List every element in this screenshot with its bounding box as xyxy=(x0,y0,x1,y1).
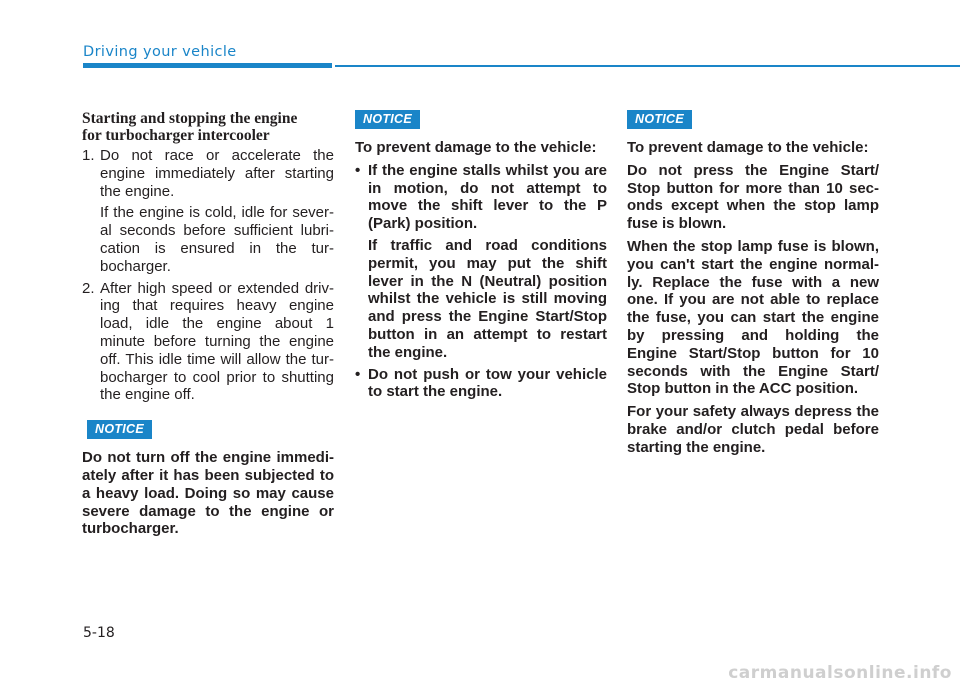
subsection-heading xyxy=(82,110,334,144)
bullet-paragraph: Do not push or tow your vehicle to start the engine. xyxy=(368,365,607,401)
column-middle xyxy=(355,110,607,405)
notice-intro: To prevent damage to the vehicle: xyxy=(355,139,597,156)
step-paragraph: After high speed or extended driv-ing that requires heavy engine load, idle the engine about 1 minute before turning the engine off. This idle time will allow the tur-bocharger to cool prior to shutting the engine off. xyxy=(100,279,334,404)
column-left xyxy=(82,110,334,543)
list-item xyxy=(355,366,607,402)
step-paragraph: If the engine is cold, idle for sever-al seconds before sufficient lubri-cation is ensured in the tur-bocharger. xyxy=(100,204,334,275)
section-title: Driving your vehicle xyxy=(83,44,237,60)
step-number: 2. xyxy=(82,279,95,297)
bullet-paragraph: If traffic and road conditions permit, you may put the shift lever in the N (Neutral) position whilst the vehicle is still moving and press the Engine Start/Stop button in an attempt to restart the engine. xyxy=(368,236,607,361)
list-item xyxy=(82,147,334,276)
page-number: 5-18 xyxy=(83,625,115,641)
notice-paragraph: For your safety always depress the brake and/or clutch pedal before starting the engine. xyxy=(627,403,879,456)
notice-paragraph: To prevent damage to the vehicle: xyxy=(627,139,869,156)
heading-line-1: Starting and stopping the engine xyxy=(82,110,298,127)
list-item xyxy=(82,280,334,405)
header-rule-thin xyxy=(335,65,960,67)
notice-badge: NOTICE xyxy=(627,110,692,129)
notice-bullets xyxy=(355,162,607,401)
watermark: carmanualsonline.info xyxy=(728,663,952,683)
column-right xyxy=(627,110,879,462)
notice-paragraph: Do not press the Engine Start/ Stop button for more than 10 sec-onds except when the stop lamp fuse is blown. xyxy=(627,161,879,233)
header-rule-thick xyxy=(83,63,332,68)
notice-paragraph: When the stop lamp fuse is blown, you can't start the engine normal-ly. Replace the fuse with a new one. If you are not able to replace the fuse, you can start the engine by pressing and holding the Engine Start/Stop button for 10 seconds with the Engine Start/ Stop button in the ACC position. xyxy=(627,237,879,398)
step-number: 1. xyxy=(82,147,95,164)
bullet-icon: • xyxy=(355,365,361,383)
heading-line-2: for turbocharger intercooler xyxy=(82,127,270,144)
list-item xyxy=(355,162,607,362)
notice-badge: NOTICE xyxy=(87,420,152,439)
bullet-icon: • xyxy=(355,161,361,179)
step-paragraph: Do not race or accelerate the engine immediately after starting the engine. xyxy=(100,147,334,200)
bullet-paragraph: If the engine stalls whilst you are in motion, do not attempt to move the shift lever to the P (Park) position. xyxy=(368,161,607,233)
steps-list xyxy=(82,147,334,404)
notice-text: Do not turn off the engine immedi-ately after it has been subjected to a heavy load. Doing so may cause severe damage to the engine or turbocharger. xyxy=(82,449,334,538)
notice-badge: NOTICE xyxy=(355,110,420,129)
